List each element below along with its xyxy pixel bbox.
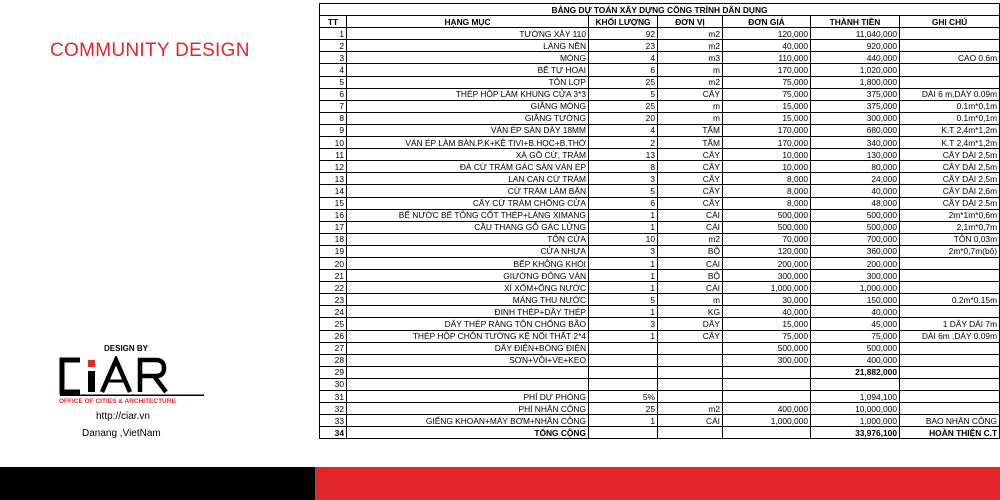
cell-total: 300,000 — [811, 112, 900, 124]
table-row — [320, 342, 1000, 354]
cell-price: 120,000 — [723, 28, 811, 40]
cell-total: 75,000 — [811, 330, 900, 342]
cell-qty: 2 — [589, 137, 658, 149]
cell-item: THÉP HỘP CHÔN TƯỜNG KỆ NỐI THẤT 2*4 — [347, 330, 589, 342]
cell-total: 10,000,000 — [811, 403, 900, 415]
table-row — [320, 112, 1000, 124]
cell-item: PHÍ NHÂN CÔNG — [347, 403, 589, 415]
cell-item: XÀ GỒ CỪ, TRÀM — [347, 149, 589, 161]
cell-qty — [589, 354, 658, 366]
cell-price: 300,000 — [723, 270, 811, 282]
cell-item: PHÍ DỰ PHÒNG — [347, 391, 589, 403]
cell-item: SƠN+VÔI+VE+KEO — [347, 354, 589, 366]
cell-note: 0.2m*0.15m — [900, 294, 1000, 306]
cell-note — [900, 282, 1000, 294]
cell-tt: 26 — [320, 330, 347, 342]
cell-tt: 6 — [320, 88, 347, 100]
table-row — [320, 330, 1000, 342]
website-link[interactable]: http://ciar.vn — [96, 411, 150, 422]
cell-total: 1,000,000 — [811, 415, 900, 427]
cell-unit: m2 — [658, 76, 723, 88]
cell-qty: 4 — [589, 52, 658, 64]
cell-item — [347, 366, 589, 378]
cell-qty: 92 — [589, 28, 658, 40]
cell-tt: 21 — [320, 270, 347, 282]
cell-qty: 3 — [589, 245, 658, 257]
cell-qty: 1 — [589, 209, 658, 221]
table-row — [320, 391, 1000, 403]
table-row — [320, 137, 1000, 149]
header-qty: KHỐI LƯỢNG — [589, 16, 658, 28]
table-row — [320, 245, 1000, 257]
cell-item: DÂY ĐIỆN+BÓNG ĐIỆN — [347, 342, 589, 354]
cell-unit: CÂY — [658, 88, 723, 100]
cell-note: CÂY DÀI 2.5m — [900, 197, 1000, 209]
cell-tt: 5 — [320, 76, 347, 88]
table-row — [320, 149, 1000, 161]
cell-tt: 8 — [320, 112, 347, 124]
cell-unit — [658, 378, 723, 390]
cell-unit — [658, 366, 723, 378]
cell-qty: 6 — [589, 64, 658, 76]
cell-qty: 20 — [589, 112, 658, 124]
cell-price: 110,000 — [723, 52, 811, 64]
cell-price: 170,000 — [723, 64, 811, 76]
cell-price: 500,000 — [723, 209, 811, 221]
table-row — [320, 354, 1000, 366]
cell-item: MÁNG THU NƯỚC — [347, 294, 589, 306]
header-price: ĐƠN GIÁ — [723, 16, 811, 28]
cost-estimate-sheet — [319, 3, 999, 439]
table-row — [320, 100, 1000, 112]
cell-item: DÂY THÉP RÀNG TÔN CHỐNG BÃO — [347, 318, 589, 330]
cell-note: CAO 0.6m — [900, 52, 1000, 64]
cell-qty: 25 — [589, 100, 658, 112]
cell-tt: 24 — [320, 306, 347, 318]
table-row — [320, 124, 1000, 136]
cell-tt: 3 — [320, 52, 347, 64]
cell-note — [900, 378, 1000, 390]
cell-tt: 15 — [320, 197, 347, 209]
bottom-red-bar — [315, 467, 1000, 500]
table-row — [320, 427, 1000, 439]
cell-unit: BỘ — [658, 270, 723, 282]
cell-unit: TẤM — [658, 124, 723, 136]
cell-item: ĐÀ CỪ TRÀM GÁC SÀN VÁN ÉP — [347, 161, 589, 173]
cell-tt: 32 — [320, 403, 347, 415]
cell-total: 340,000 — [811, 137, 900, 149]
cell-total: 500,000 — [811, 221, 900, 233]
cell-note — [900, 354, 1000, 366]
cell-tt: 20 — [320, 257, 347, 269]
cell-total: 40,000 — [811, 306, 900, 318]
cell-total: 21,882,000 — [811, 366, 900, 378]
cell-price: 300,000 — [723, 354, 811, 366]
cell-price: 75,000 — [723, 76, 811, 88]
cell-unit: m — [658, 100, 723, 112]
cell-note: 0.1m*0,1m — [900, 100, 1000, 112]
table-row — [320, 403, 1000, 415]
cell-item: BỂ TỰ HOẠI — [347, 64, 589, 76]
table-row — [320, 28, 1000, 40]
design-by-label: DESIGN BY — [104, 344, 149, 353]
cell-item: BỂ NƯỚC BÊ TÔNG CỐT THÉP+LÁNG XIMANG — [347, 209, 589, 221]
cell-note — [900, 40, 1000, 52]
cell-note: TÔN 0,03m — [900, 233, 1000, 245]
cell-note: CÂY DÀI 2,6m — [900, 185, 1000, 197]
cell-price: 8,000 — [723, 185, 811, 197]
cell-note — [900, 76, 1000, 88]
cell-note: CÂY DÀI 2,5m — [900, 173, 1000, 185]
cell-note — [900, 366, 1000, 378]
cell-price — [723, 427, 811, 439]
cell-tt: 27 — [320, 342, 347, 354]
cell-price: 500,000 — [723, 221, 811, 233]
cell-total: 40,000 — [811, 185, 900, 197]
cell-tt: 2 — [320, 40, 347, 52]
cell-price: 1,000,000 — [723, 282, 811, 294]
cell-total: 24,000 — [811, 173, 900, 185]
cell-tt: 1 — [320, 28, 347, 40]
table-row — [320, 221, 1000, 233]
cell-tt: 16 — [320, 209, 347, 221]
cell-tt: 17 — [320, 221, 347, 233]
cell-unit: m2 — [658, 28, 723, 40]
cell-item: GIẰNG TƯỜNG — [347, 112, 589, 124]
cell-tt: 29 — [320, 366, 347, 378]
table-row — [320, 76, 1000, 88]
cell-price — [723, 378, 811, 390]
cell-tt: 23 — [320, 294, 347, 306]
cell-note: 2m*1m*0,6m — [900, 209, 1000, 221]
table-row — [320, 257, 1000, 269]
cell-note: BAO NHÂN CÔNG — [900, 415, 1000, 427]
cell-total: 500,000 — [811, 209, 900, 221]
header-tt: TT — [320, 16, 347, 28]
table-row — [320, 88, 1000, 100]
cell-qty: 4 — [589, 124, 658, 136]
header-unit: ĐƠN VỊ — [658, 16, 723, 28]
cell-price: 75,000 — [723, 88, 811, 100]
cell-qty: 5 — [589, 294, 658, 306]
cell-qty: 6 — [589, 197, 658, 209]
cell-note: HOÀN THIỆN C.T — [900, 427, 1000, 439]
cell-tt: 30 — [320, 378, 347, 390]
cell-item: MÓNG — [347, 52, 589, 64]
table-row — [320, 173, 1000, 185]
table-row — [320, 366, 1000, 378]
table-row — [320, 64, 1000, 76]
location-text: Danang ,VietNam — [82, 428, 161, 439]
cell-total: 700,000 — [811, 233, 900, 245]
cell-price: 170,000 — [723, 137, 811, 149]
cell-total: 200,000 — [811, 257, 900, 269]
cell-unit: DÂY — [658, 318, 723, 330]
cell-price — [723, 391, 811, 403]
cell-note: 0.1m*0,1m — [900, 112, 1000, 124]
cell-qty: 13 — [589, 149, 658, 161]
cell-note — [900, 306, 1000, 318]
cell-tt: 12 — [320, 161, 347, 173]
cell-price: 170,000 — [723, 124, 811, 136]
cell-total: 680,000 — [811, 124, 900, 136]
cell-unit: m — [658, 112, 723, 124]
cell-item: VÁN ÉP LÀM BÀN.P.K+KỆ TIVI+B.HỌC+B.THỜ — [347, 137, 589, 149]
cell-unit: m3 — [658, 52, 723, 64]
cell-price: 1,000,000 — [723, 415, 811, 427]
cell-total: 1,094,100 — [811, 391, 900, 403]
cell-note — [900, 28, 1000, 40]
logo-subtitle: OFFICE OF CITIES & ARCHITECTURE — [59, 398, 176, 405]
cell-unit: CÁI — [658, 209, 723, 221]
cell-note: DÀI 6 m,DÀY 0.09m — [900, 88, 1000, 100]
cell-price: 15,000 — [723, 100, 811, 112]
table-body — [320, 28, 1000, 439]
cell-unit: CÂY — [658, 173, 723, 185]
cell-item: LÁNG NỀN — [347, 40, 589, 52]
cell-qty: 5 — [589, 88, 658, 100]
cell-unit: m2 — [658, 233, 723, 245]
cell-unit: CÂY — [658, 197, 723, 209]
cell-unit: CÂY — [658, 149, 723, 161]
cell-price: 500,000 — [723, 342, 811, 354]
ciar-logo-mark — [58, 356, 208, 398]
cell-price: 200,000 — [723, 257, 811, 269]
cell-tt: 34 — [320, 427, 347, 439]
table-row — [320, 282, 1000, 294]
cell-qty — [589, 378, 658, 390]
cell-qty: 25 — [589, 76, 658, 88]
cell-price: 120,000 — [723, 245, 811, 257]
cell-note: 2,1m*0,7m — [900, 221, 1000, 233]
cell-item: GIƯỜNG ĐÔNG VÁN — [347, 270, 589, 282]
cell-total: 920,000 — [811, 40, 900, 52]
cell-item: THÉP HỘP LÀM KHUNG CỬA 3*3 — [347, 88, 589, 100]
cell-price: 10,000 — [723, 161, 811, 173]
cell-price — [723, 366, 811, 378]
cell-qty — [589, 342, 658, 354]
cell-note — [900, 391, 1000, 403]
cell-unit: CÂY — [658, 185, 723, 197]
table-row — [320, 233, 1000, 245]
cell-note: 1 DÂY DÀI 7m — [900, 318, 1000, 330]
cell-price: 40,000 — [723, 306, 811, 318]
cell-tt: 31 — [320, 391, 347, 403]
cell-total: 45,000 — [811, 318, 900, 330]
sheet-title: BẢNG DỰ TOÁN XÂY DỰNG CÔNG TRÌNH DÂN DỤNG — [320, 4, 1000, 16]
cell-qty: 1 — [589, 415, 658, 427]
cell-tt: 19 — [320, 245, 347, 257]
cell-note — [900, 270, 1000, 282]
cell-total: 150,000 — [811, 294, 900, 306]
cell-item — [347, 378, 589, 390]
table-row — [320, 415, 1000, 427]
cell-qty: 3 — [589, 173, 658, 185]
cell-tt: 9 — [320, 124, 347, 136]
cell-note: CÂY DÀI 2,5m — [900, 149, 1000, 161]
cell-qty: 1 — [589, 257, 658, 269]
cell-item: TÔN CỬA — [347, 233, 589, 245]
cell-note: K.T 2,4m*1,2m — [900, 137, 1000, 149]
header-item: HẠNG MỤC — [347, 16, 589, 28]
cell-tt: 10 — [320, 137, 347, 149]
cell-tt: 7 — [320, 100, 347, 112]
cell-note — [900, 257, 1000, 269]
cell-qty: 1 — [589, 330, 658, 342]
cell-price: 40,000 — [723, 40, 811, 52]
table-row — [320, 209, 1000, 221]
cell-tt: 18 — [320, 233, 347, 245]
cell-total: 360,000 — [811, 245, 900, 257]
header-note: GHI CHÚ — [900, 16, 1000, 28]
cell-total: 11,040,000 — [811, 28, 900, 40]
cell-tt: 33 — [320, 415, 347, 427]
cell-price: 15,000 — [723, 318, 811, 330]
cell-unit: m — [658, 294, 723, 306]
cell-tt: 13 — [320, 173, 347, 185]
cell-item: GIẾNG KHOAN+MÁY BƠM+NHÂN CÔNG — [347, 415, 589, 427]
cell-item: CÂY CỪ TRÀM CHỐNG CỬA — [347, 197, 589, 209]
cell-tt: 25 — [320, 318, 347, 330]
cell-qty: 23 — [589, 40, 658, 52]
cell-unit: m2 — [658, 40, 723, 52]
cell-item: GIẰNG MÓNG — [347, 100, 589, 112]
cell-unit: m2 — [658, 403, 723, 415]
cell-total: 300,000 — [811, 270, 900, 282]
cell-item: BẾP KHÔNG KHÓI — [347, 257, 589, 269]
cell-price: 8,000 — [723, 173, 811, 185]
cell-qty: 10 — [589, 233, 658, 245]
cell-item: TƯỜNG XÂY 110 — [347, 28, 589, 40]
cell-total: 80,000 — [811, 161, 900, 173]
cell-unit: CÁI — [658, 257, 723, 269]
cell-total: 1,000,000 — [811, 282, 900, 294]
cell-total: 130,000 — [811, 149, 900, 161]
cell-price: 10,000 — [723, 149, 811, 161]
header-total: THÀNH TIỀN — [811, 16, 900, 28]
cell-price: 400,000 — [723, 403, 811, 415]
cell-price: 8,000 — [723, 197, 811, 209]
cell-qty: 25 — [589, 403, 658, 415]
table-row — [320, 306, 1000, 318]
cell-total: 375,000 — [811, 88, 900, 100]
table-row — [320, 161, 1000, 173]
cell-qty — [589, 366, 658, 378]
cell-note — [900, 342, 1000, 354]
cell-price: 75,000 — [723, 330, 811, 342]
cell-item: CẦU THANG GỖ GÁC LỬNG — [347, 221, 589, 233]
cell-item: LAN CAN CỪ TRÀM — [347, 173, 589, 185]
cell-price: 70,000 — [723, 233, 811, 245]
cell-unit: BỘ — [658, 245, 723, 257]
table-row — [320, 270, 1000, 282]
ciar-logo — [58, 356, 208, 403]
table-row — [320, 294, 1000, 306]
cell-qty: 1 — [589, 306, 658, 318]
cell-note: 2m*0,7m(bộ) — [900, 245, 1000, 257]
cell-unit — [658, 354, 723, 366]
cell-qty: 1 — [589, 282, 658, 294]
cell-item: TÔN LỢP — [347, 76, 589, 88]
cell-qty: 8 — [589, 161, 658, 173]
cell-total — [811, 378, 900, 390]
table-row — [320, 197, 1000, 209]
cell-unit: CÁI — [658, 282, 723, 294]
cell-unit — [658, 427, 723, 439]
cell-unit: CÁI — [658, 221, 723, 233]
cell-total: 48,000 — [811, 197, 900, 209]
cell-unit — [658, 391, 723, 403]
cell-price: 30,000 — [723, 294, 811, 306]
cell-total: 440,000 — [811, 52, 900, 64]
cost-estimate-table — [319, 3, 1000, 439]
cell-tt: 4 — [320, 64, 347, 76]
cell-unit: TẤM — [658, 137, 723, 149]
cell-qty: 1 — [589, 221, 658, 233]
cell-total: 1,020,000 — [811, 64, 900, 76]
cell-note — [900, 403, 1000, 415]
cell-tt: 11 — [320, 149, 347, 161]
cell-tt: 22 — [320, 282, 347, 294]
cell-item: VÁN ÉP SÀN DÀY 18MM — [347, 124, 589, 136]
table-row — [320, 185, 1000, 197]
cell-qty: 1 — [589, 270, 658, 282]
cell-item: CỬA NHỰA — [347, 245, 589, 257]
cell-qty: 5% — [589, 391, 658, 403]
cell-tt: 14 — [320, 185, 347, 197]
cell-qty: 3 — [589, 318, 658, 330]
cell-unit: m — [658, 64, 723, 76]
cell-unit: CÂY — [658, 161, 723, 173]
cell-note: K.T 2,4m*1,2m — [900, 124, 1000, 136]
cell-item: CỪ TRÀM LÀM BẬN — [347, 185, 589, 197]
cell-item: XÍ XỔM+ỐNG NƯỚC — [347, 282, 589, 294]
cell-unit: CÂY — [658, 330, 723, 342]
page-title: COMMUNITY DESIGN — [50, 40, 250, 61]
cell-unit: KG — [658, 306, 723, 318]
cell-tt: 28 — [320, 354, 347, 366]
cell-note: DÀI 6m ,DÀY 0.09m — [900, 330, 1000, 342]
cell-total: 500,000 — [811, 342, 900, 354]
cell-note — [900, 64, 1000, 76]
cell-note: CÂY DÀI 2,5m — [900, 161, 1000, 173]
cell-unit — [658, 342, 723, 354]
cell-total: 33,976,100 — [811, 427, 900, 439]
cell-total: 400,000 — [811, 354, 900, 366]
cell-total: 1,800,000 — [811, 76, 900, 88]
cell-price: 15,000 — [723, 112, 811, 124]
table-row — [320, 378, 1000, 390]
cell-qty — [589, 427, 658, 439]
table-row — [320, 40, 1000, 52]
cell-unit: CÁI — [658, 415, 723, 427]
cell-item: TỔNG CỘNG — [347, 427, 589, 439]
cell-total: 375,000 — [811, 100, 900, 112]
cell-item: ĐINH THÉP+DÂY THÉP — [347, 306, 589, 318]
table-row — [320, 52, 1000, 64]
table-row — [320, 318, 1000, 330]
cell-qty: 5 — [589, 185, 658, 197]
